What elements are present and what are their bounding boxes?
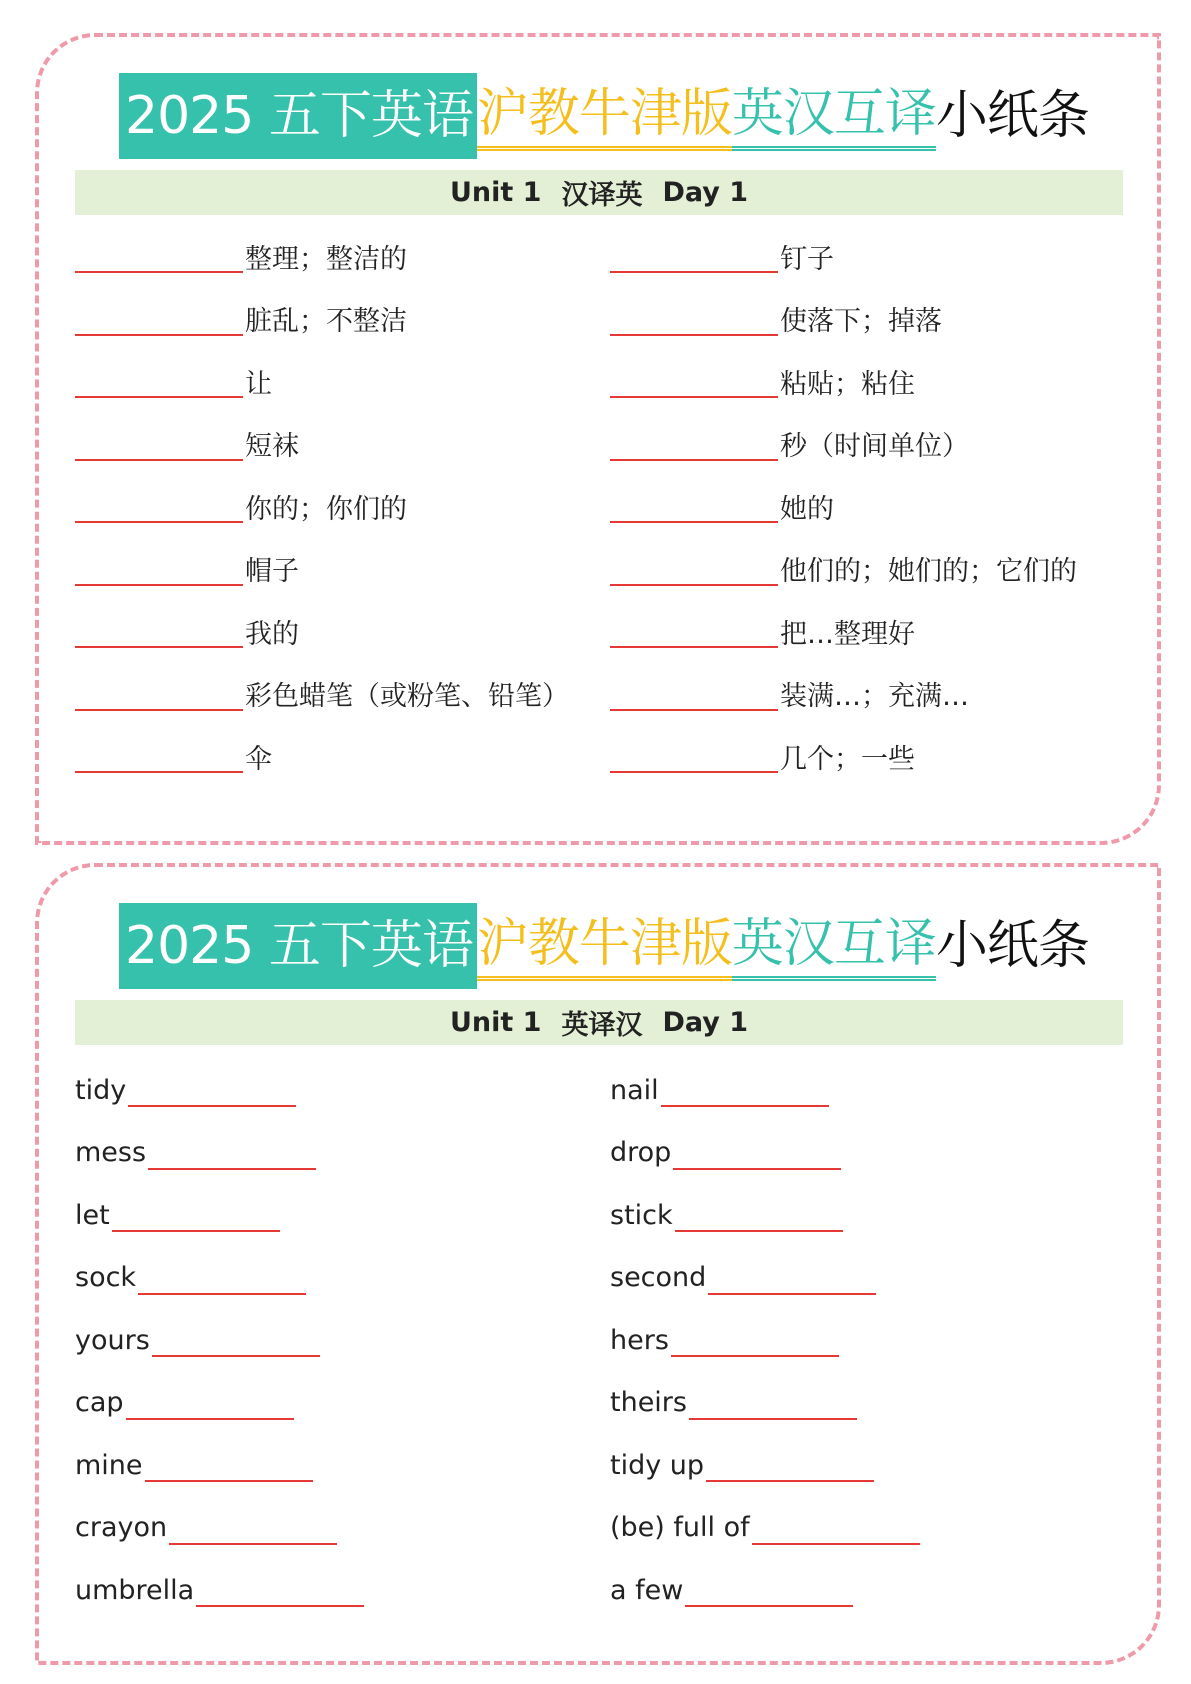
answer-blank[interactable] [75, 429, 243, 461]
vocab-item [75, 1559, 610, 1622]
vocab-item [75, 663, 610, 726]
answer-blank[interactable] [75, 304, 243, 336]
title-part-year-grade: 2025 五下英语 [119, 73, 477, 159]
answer-blank[interactable] [610, 366, 778, 398]
banner-day: Day 1 [662, 1007, 749, 1038]
prompt-text: 他们的；她们的；它们的 [780, 556, 1077, 588]
prompt-text: 你的；你们的 [245, 493, 407, 525]
worksheet-card-en-zh [35, 863, 1161, 1665]
answer-blank[interactable] [148, 1138, 316, 1170]
vocab-item [75, 288, 610, 351]
vocab-item [75, 1184, 610, 1247]
vocab-item [75, 600, 610, 663]
prompt-text: 短袜 [245, 431, 299, 463]
title-part-slip: 小纸条 [935, 86, 1089, 146]
prompt-text: cap [75, 1387, 124, 1419]
vocab-item [75, 413, 610, 476]
answer-blank[interactable] [138, 1263, 306, 1295]
answer-blank[interactable] [610, 304, 778, 336]
vocab-item [610, 1184, 1135, 1247]
banner-mode: 汉译英 [561, 180, 643, 211]
vocab-item [610, 725, 1135, 788]
vocab-item [75, 725, 610, 788]
answer-blank[interactable] [126, 1388, 294, 1420]
title-part-translation: 英汉互译 [732, 82, 936, 151]
answer-blank[interactable] [675, 1200, 843, 1232]
vocab-item [75, 350, 610, 413]
prompt-text: theirs [610, 1387, 687, 1419]
answer-blank[interactable] [752, 1513, 920, 1545]
answer-blank[interactable] [152, 1325, 320, 1357]
prompt-text: 帽子 [245, 556, 299, 588]
answer-blank[interactable] [671, 1325, 839, 1357]
vocab-grid [75, 1059, 1135, 1622]
vocab-item [75, 1372, 610, 1435]
vocab-item [75, 538, 610, 601]
banner-day: Day 1 [662, 177, 749, 208]
answer-blank[interactable] [610, 429, 778, 461]
prompt-text: 伞 [245, 743, 272, 775]
prompt-text: sock [75, 1262, 137, 1294]
answer-blank[interactable] [112, 1200, 280, 1232]
vocab-item [610, 1559, 1135, 1622]
answer-blank[interactable] [610, 554, 778, 586]
prompt-text: drop [610, 1137, 672, 1169]
prompt-text: 我的 [245, 618, 299, 650]
answer-blank[interactable] [75, 679, 243, 711]
prompt-text: a few [610, 1574, 684, 1606]
answer-blank[interactable] [610, 241, 778, 273]
answer-blank[interactable] [128, 1075, 296, 1107]
worksheet-title [119, 73, 1089, 159]
prompt-text: (be) full of [610, 1512, 750, 1544]
answer-blank[interactable] [673, 1138, 841, 1170]
prompt-text: stick [610, 1199, 673, 1231]
answer-blank[interactable] [145, 1450, 313, 1482]
vocab-item [610, 1434, 1135, 1497]
vocab-grid [75, 225, 1135, 788]
prompt-text: 使落下；掉落 [780, 306, 942, 338]
vocab-item [75, 1434, 610, 1497]
vocab-item [610, 1497, 1135, 1560]
prompt-text: 粘贴；粘住 [780, 368, 915, 400]
answer-blank[interactable] [169, 1513, 337, 1545]
vocab-item [75, 475, 610, 538]
section-banner [75, 1000, 1123, 1045]
title-part-slip: 小纸条 [935, 916, 1089, 976]
vocab-item [610, 350, 1135, 413]
prompt-text: 脏乱；不整洁 [245, 306, 407, 338]
title-part-edition: 沪教牛津版 [477, 82, 732, 151]
prompt-text: 彩色蜡笔（或粉笔、铅笔） [245, 681, 569, 713]
vocab-item [610, 413, 1135, 476]
answer-blank[interactable] [75, 491, 243, 523]
answer-blank[interactable] [196, 1575, 364, 1607]
prompt-text: crayon [75, 1512, 168, 1544]
vocab-item [610, 1059, 1135, 1122]
prompt-text: tidy up [610, 1449, 705, 1481]
answer-blank[interactable] [75, 366, 243, 398]
vocab-item [75, 1497, 610, 1560]
banner-mode: 英译汉 [561, 1010, 643, 1041]
answer-blank[interactable] [75, 741, 243, 773]
vocab-item [75, 1122, 610, 1185]
vocab-item [610, 475, 1135, 538]
answer-blank[interactable] [685, 1575, 853, 1607]
answer-blank[interactable] [75, 616, 243, 648]
vocab-item [75, 1247, 610, 1310]
vocab-item [610, 663, 1135, 726]
vocab-item [610, 1122, 1135, 1185]
prompt-text: 钉子 [780, 243, 834, 275]
prompt-text: 秒（时间单位） [780, 431, 969, 463]
prompt-text: 她的 [780, 493, 834, 525]
prompt-text: 整理；整洁的 [245, 243, 407, 275]
banner-unit: Unit 1 [449, 177, 542, 208]
vocab-item [610, 1372, 1135, 1435]
vocab-item [75, 1059, 610, 1122]
prompt-text: tidy [75, 1074, 127, 1106]
answer-blank[interactable] [610, 679, 778, 711]
answer-blank[interactable] [610, 616, 778, 648]
vocab-item [610, 1309, 1135, 1372]
answer-blank[interactable] [75, 241, 243, 273]
prompt-text: hers [610, 1324, 669, 1356]
prompt-text: mine [75, 1449, 143, 1481]
answer-blank[interactable] [661, 1075, 829, 1107]
worksheet-card-zh-en [35, 33, 1161, 845]
answer-blank[interactable] [610, 491, 778, 523]
prompt-text: second [610, 1262, 707, 1294]
answer-blank[interactable] [708, 1263, 876, 1295]
prompt-text: mess [75, 1137, 147, 1169]
worksheet-title [119, 903, 1089, 989]
prompt-text: 让 [245, 368, 272, 400]
answer-blank[interactable] [610, 741, 778, 773]
prompt-text: 把…整理好 [780, 618, 915, 650]
banner-unit: Unit 1 [449, 1007, 542, 1038]
title-part-year-grade: 2025 五下英语 [119, 903, 477, 989]
title-part-edition: 沪教牛津版 [477, 912, 732, 981]
prompt-text: let [75, 1199, 110, 1231]
title-part-translation: 英汉互译 [732, 912, 936, 981]
answer-blank[interactable] [689, 1388, 857, 1420]
vocab-item [610, 1247, 1135, 1310]
prompt-text: 几个；一些 [780, 743, 915, 775]
vocab-item [610, 538, 1135, 601]
vocab-item [610, 225, 1135, 288]
vocab-item [610, 288, 1135, 351]
prompt-text: 装满…；充满… [780, 681, 969, 713]
prompt-text: nail [610, 1074, 659, 1106]
prompt-text: yours [75, 1324, 150, 1356]
vocab-item [75, 225, 610, 288]
answer-blank[interactable] [706, 1450, 874, 1482]
vocab-item [75, 1309, 610, 1372]
answer-blank[interactable] [75, 554, 243, 586]
section-banner [75, 170, 1123, 215]
vocab-item [610, 600, 1135, 663]
prompt-text: umbrella [75, 1574, 195, 1606]
